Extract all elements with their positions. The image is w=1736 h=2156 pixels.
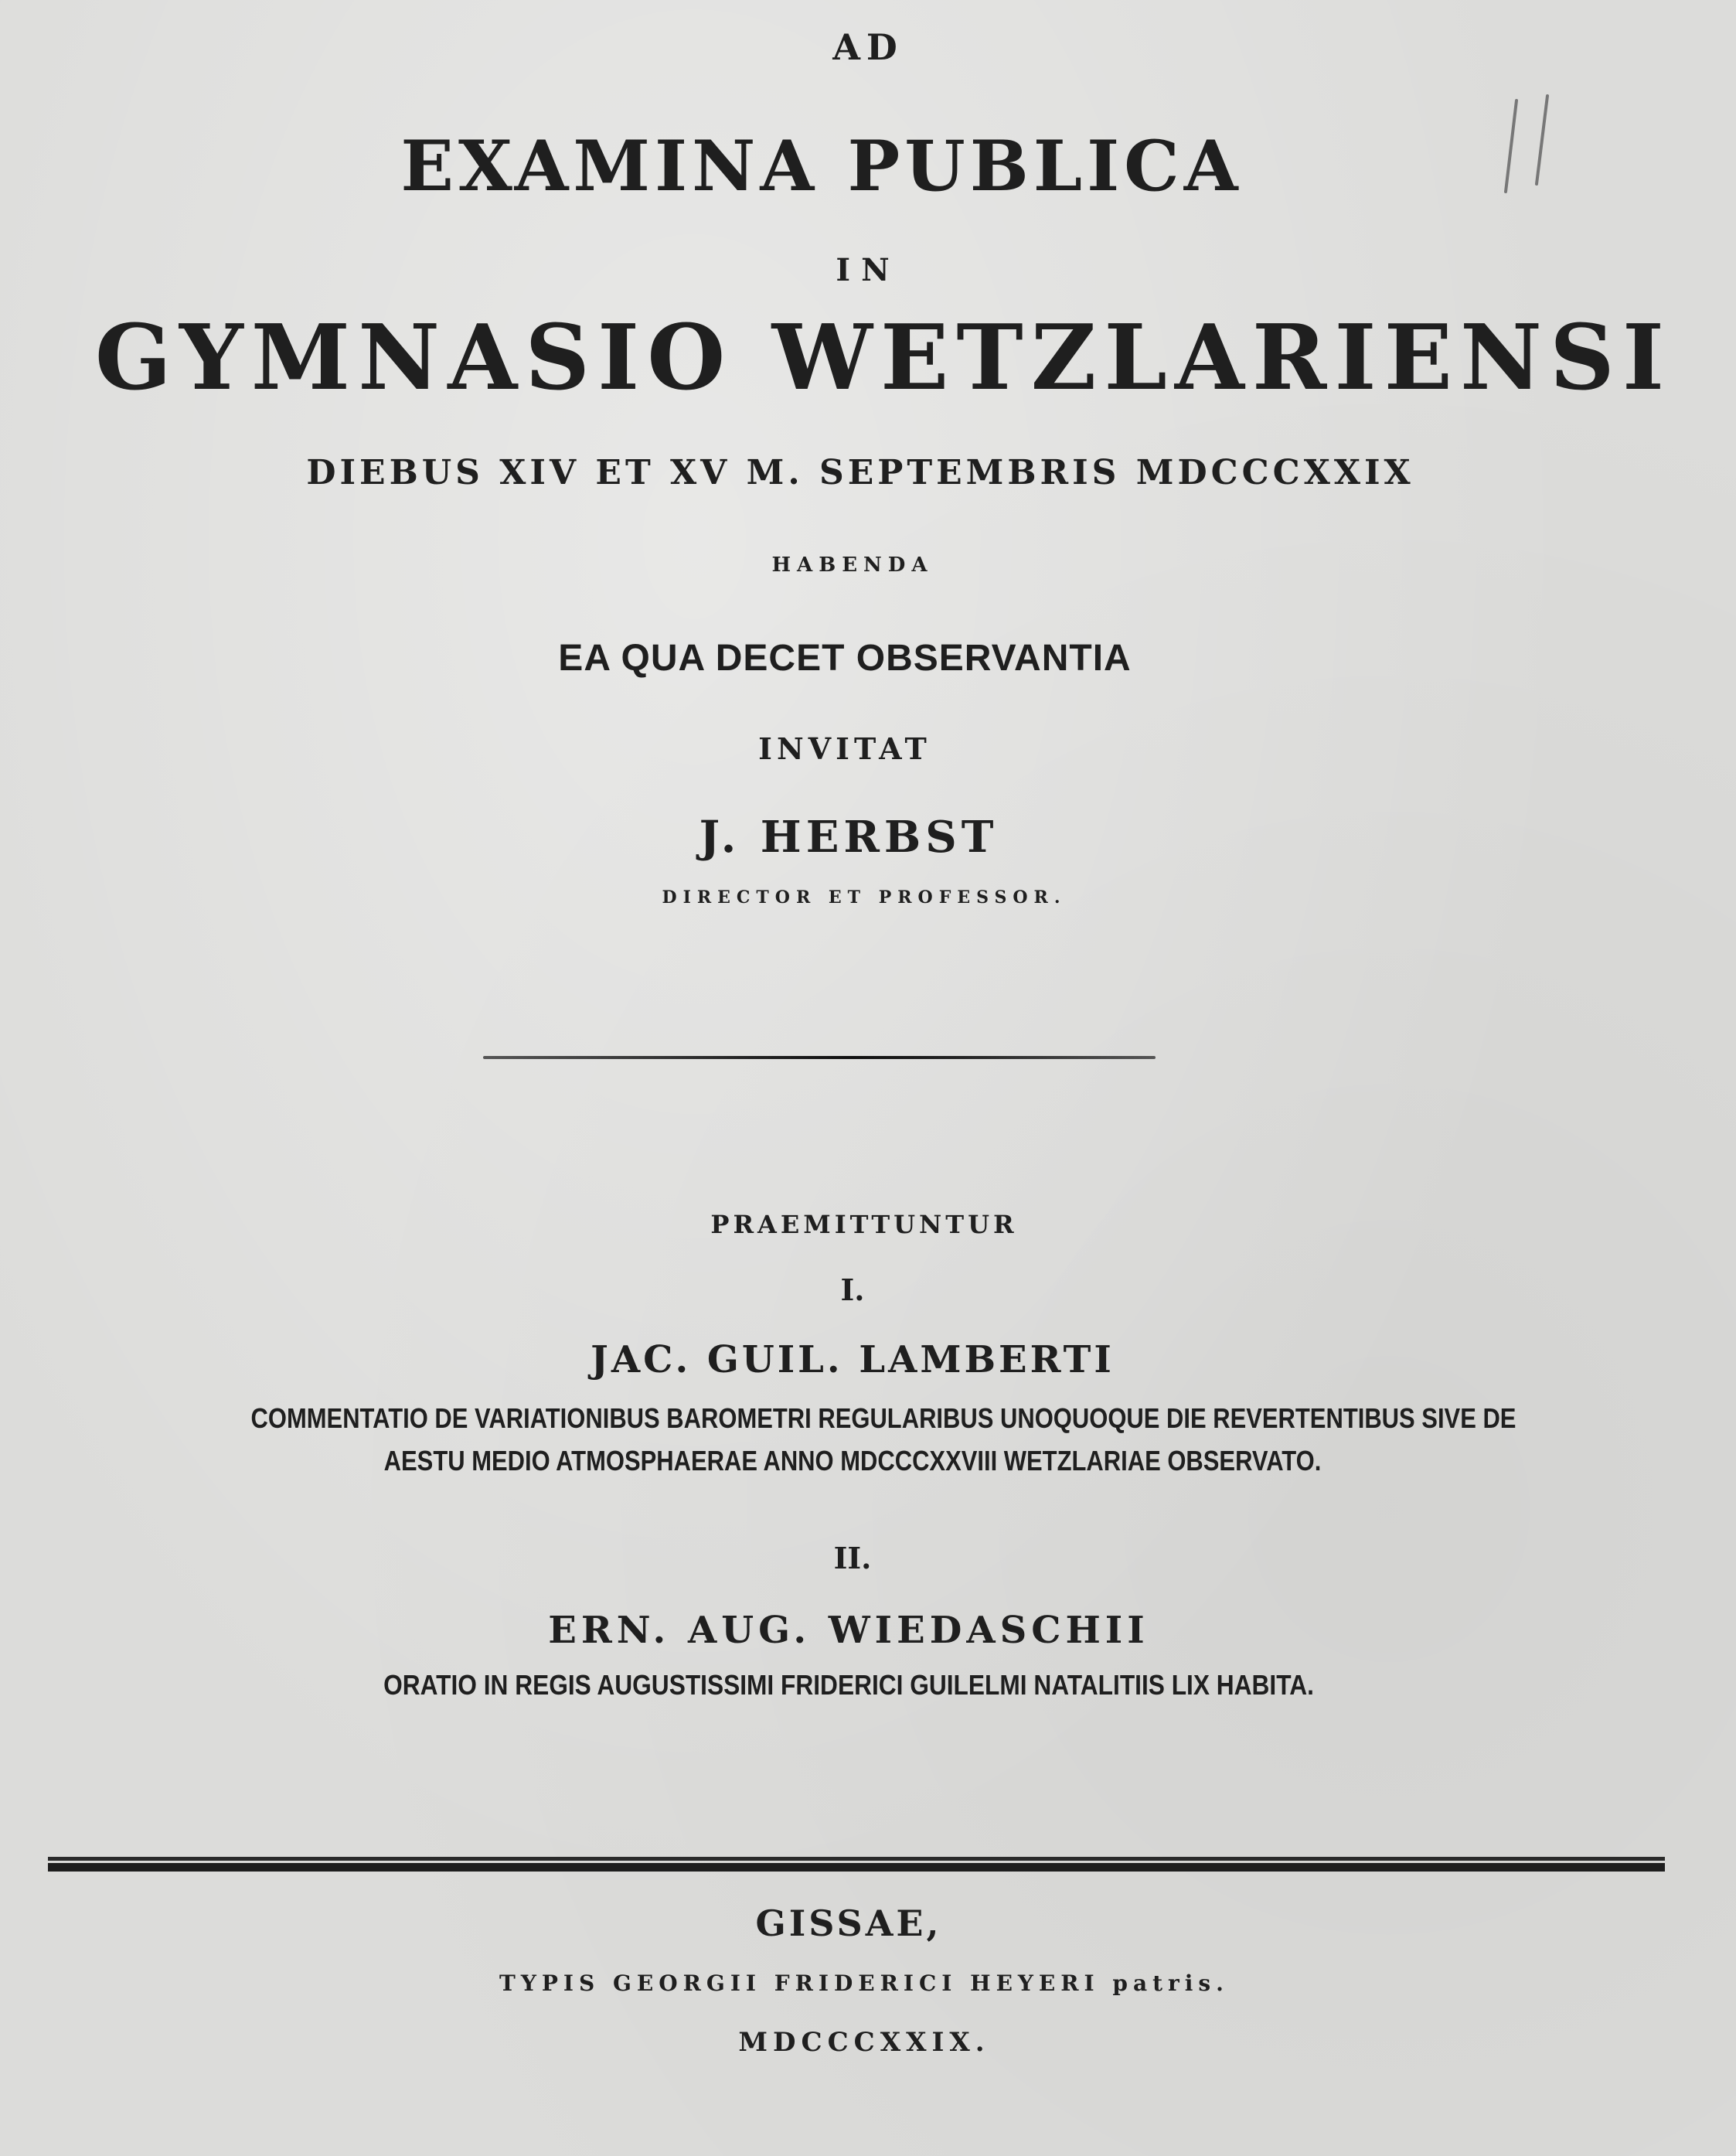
divider-rule xyxy=(483,1056,1156,1059)
contents-heading: PRAEMITTUNTUR xyxy=(710,1210,1018,1239)
double-rule-bottom xyxy=(48,1863,1665,1872)
item-1-title-line1: COMMENTATIO DE VARIATIONIBUS BAROMETRI REGULARIBUS UNOQUOQUE DIE REVERTENTIBUS SIVE DE xyxy=(250,1402,1516,1434)
heading-examina-publica: EXAMINA PUBLICA xyxy=(400,125,1243,207)
heading-gymnasio-wetzlariensi: GYMNASIO WETZLARIENSI xyxy=(94,305,1673,410)
item-2-author: ERN. AUG. WIEDASCHII xyxy=(548,1609,1149,1652)
item-1-author: JAC. GUIL. LAMBERTI xyxy=(591,1338,1115,1381)
habenda-line: HABENDA xyxy=(771,553,934,577)
double-rule xyxy=(48,1857,1665,1872)
author-role: DIRECTOR ET PROFESSOR. xyxy=(662,887,1067,908)
heading-ad: AD xyxy=(832,26,904,68)
item-2-title-line1: ORATIO IN REGIS AUGUSTISSIMI FRIDERICI GUILELMI NATALITIIS LIX HABITA. xyxy=(383,1669,1314,1701)
pencil-mark-icon xyxy=(1499,93,1577,201)
imprint-printer: TYPIS GEORGII FRIDERICI HEYERI patris. xyxy=(499,1970,1229,1996)
item-1-number: I. xyxy=(840,1272,865,1307)
invitat-line: INVITAT xyxy=(758,731,931,766)
date-line: DIEBUS XIV ET XV M. SEPTEMBRIS MDCCCXXIX xyxy=(306,453,1414,492)
imprint-place: GISSAE, xyxy=(755,1902,942,1944)
observantia-line: EA QUA DECET OBSERVANTIA xyxy=(558,638,1132,679)
imprint-year: MDCCCXXIX. xyxy=(738,2027,990,2058)
heading-in: IN xyxy=(836,252,900,288)
double-rule-top xyxy=(48,1857,1665,1861)
item-1-title-line2: AESTU MEDIO ATMOSPHAERAE ANNO MDCCCXXVIII WETZLARIAE OBSERVATO. xyxy=(383,1445,1322,1477)
item-2-number: II. xyxy=(833,1541,872,1575)
author-name: J. HERBST xyxy=(699,812,999,863)
